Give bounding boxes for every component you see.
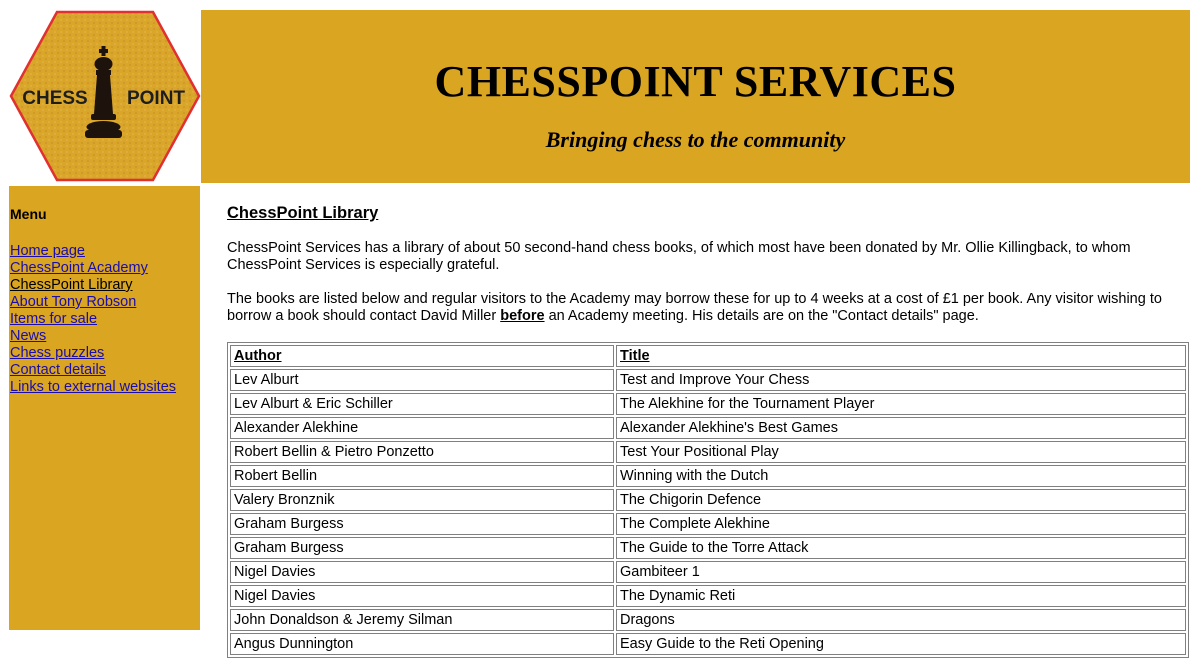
menu-link-academy[interactable]: ChessPoint Academy (10, 260, 148, 276)
table-row (230, 561, 1186, 583)
library-table (227, 342, 1189, 658)
cell-author: Robert Bellin (230, 465, 614, 487)
cell-author: Valery Bronznik (230, 489, 614, 511)
menu-link-puzzles[interactable]: Chess puzzles (10, 345, 105, 361)
logo-left-word: CHESS (22, 88, 88, 109)
library-table-body (230, 369, 1186, 655)
cell-title: Gambiteer 1 (616, 561, 1186, 583)
sidebar-menu (9, 186, 200, 630)
cell-author: Lev Alburt & Eric Schiller (230, 393, 614, 415)
table-header-row (230, 345, 1186, 367)
cell-author: Nigel Davies (230, 561, 614, 583)
site-logo[interactable] (9, 10, 201, 182)
cell-title: Easy Guide to the Reti Opening (616, 633, 1186, 655)
menu-link-about[interactable]: About Tony Robson (10, 294, 137, 310)
cell-author: Lev Alburt (230, 369, 614, 391)
cell-author: Graham Burgess (230, 513, 614, 535)
main-content (227, 186, 1192, 658)
cell-title: The Complete Alekhine (616, 513, 1186, 535)
cell-title: The Dynamic Reti (616, 585, 1186, 607)
table-row (230, 489, 1186, 511)
table-row (230, 585, 1186, 607)
menu-link-external[interactable]: Links to external websites (10, 379, 177, 395)
site-title: CHESSPOINT SERVICES (434, 57, 957, 106)
cell-title: The Alekhine for the Tournament Player (616, 393, 1186, 415)
cell-author: Graham Burgess (230, 537, 614, 559)
cell-title: Winning with the Dutch (616, 465, 1186, 487)
table-row (230, 465, 1186, 487)
cell-title: Test and Improve Your Chess (616, 369, 1186, 391)
table-row (230, 393, 1186, 415)
site-tagline: Bringing chess to the community (545, 127, 846, 152)
table-row (230, 369, 1186, 391)
cell-author: Alexander Alekhine (230, 417, 614, 439)
table-row (230, 609, 1186, 631)
cell-title: The Chigorin Defence (616, 489, 1186, 511)
cell-title: Test Your Positional Play (616, 441, 1186, 463)
chesspoint-logo-icon (9, 10, 201, 182)
borrow-text-emphasis: before (500, 308, 545, 324)
logo-right-word: POINT (126, 88, 186, 109)
borrow-paragraph (227, 291, 1167, 325)
menu-link-contact[interactable]: Contact details (10, 362, 106, 378)
menu-list (10, 243, 176, 396)
header-banner (201, 10, 1190, 183)
cell-author: Robert Bellin & Pietro Ponzetto (230, 441, 614, 463)
table-row (230, 417, 1186, 439)
cell-author: Angus Dunnington (230, 633, 614, 655)
borrow-text-end: an Academy meeting. His details are on the "Contact details" page. (544, 308, 979, 324)
intro-paragraph: ChessPoint Services has a library of about 50 second-hand chess books, of which most have been donated by Mr. Ollie Killingback, to whom ChessPoint Services is especially grateful. (227, 240, 1131, 273)
page-heading: ChessPoint Library (227, 204, 379, 222)
menu-heading: Menu (10, 206, 47, 222)
borrow-text-start: The books are listed below and regular visitors to the Academy may borrow these for up to 4 weeks at a cost of £1 per book. Any visitor wishing to borrow a book should contact David Miller (227, 291, 1162, 324)
table-row (230, 441, 1186, 463)
cell-title: Alexander Alekhine's Best Games (616, 417, 1186, 439)
cell-author: Nigel Davies (230, 585, 614, 607)
column-header-author: Author (230, 345, 614, 367)
column-header-title: Title (616, 345, 1186, 367)
menu-link-library[interactable]: ChessPoint Library (10, 277, 133, 293)
cell-title: The Guide to the Torre Attack (616, 537, 1186, 559)
table-row (230, 537, 1186, 559)
table-row (230, 633, 1186, 655)
table-row (230, 513, 1186, 535)
menu-link-news[interactable]: News (10, 328, 47, 344)
cell-title: Dragons (616, 609, 1186, 631)
menu-link-home[interactable]: Home page (10, 243, 85, 259)
menu-link-items-for-sale[interactable]: Items for sale (10, 311, 98, 327)
cell-author: John Donaldson & Jeremy Silman (230, 609, 614, 631)
